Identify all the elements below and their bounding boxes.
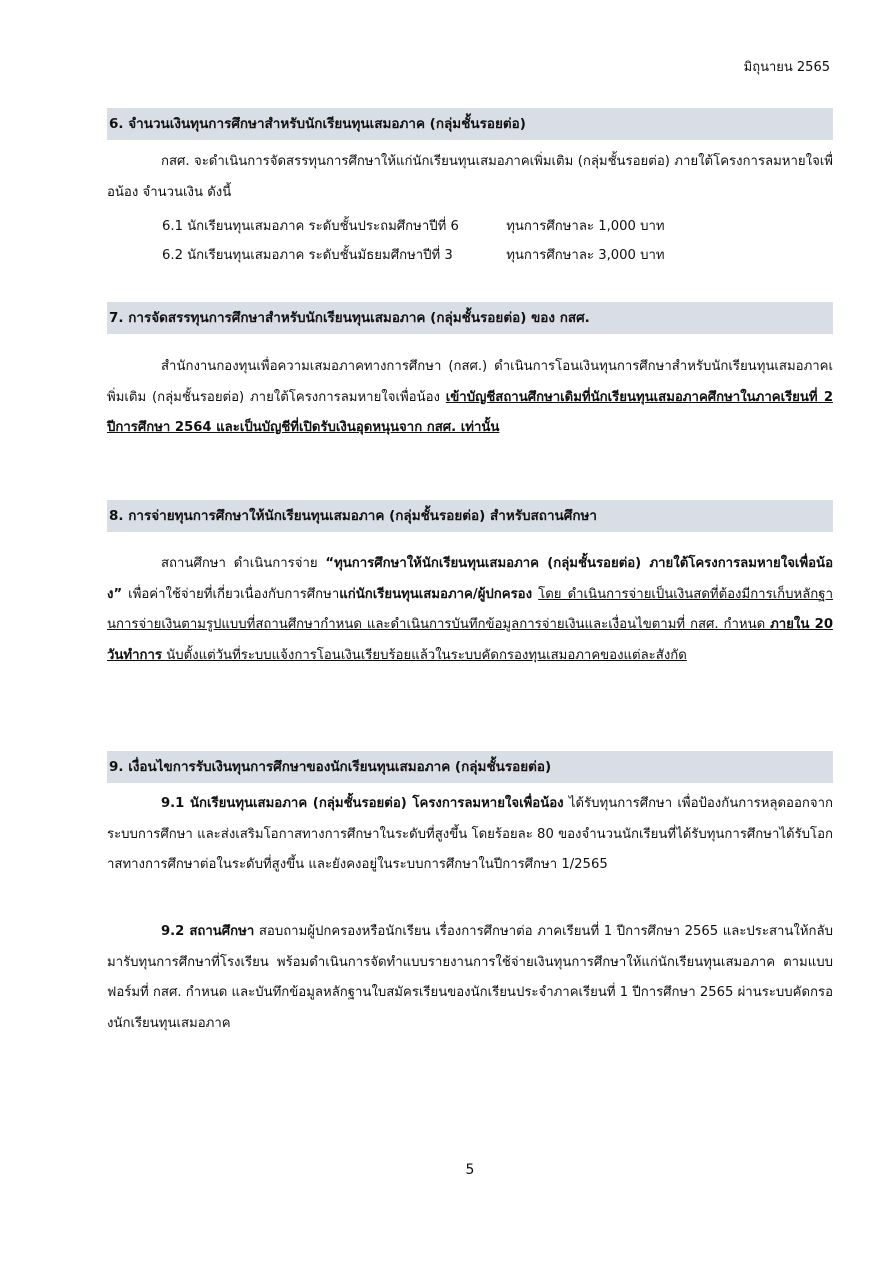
section-8-heading: 8. การจ่ายทุนการศึกษาให้นักเรียนทุนเสมอภาค (กลุ่มชั้นรอยต่อ) สำหรับสถานศึกษา — [107, 500, 833, 532]
section-6-item-1 — [162, 217, 665, 237]
s9-1-text: ได้รับทุนการศึกษา เพื่อป้องกันการหลุดออกจากระบบการศึกษา และส่งเสริมโอกาสทางการศึกษาในระดับที่สูงขึ้น โดยร้อยละ 80 ของจำนวนนักเรียนที่ได้รับทุนการศึกษาได้รับโอกาสทางการศึกษาต่อในระดับที่สูงขึ้น และยังคงอยู่ในระบบการศึกษาในปีการศึกษา 1/2565 — [107, 796, 834, 872]
section-7-emphasis: เข้าบัญชีสถานศึกษาเดิมที่นักเรียนทุนเสมอภาคศึกษาในภาคเรียนที่ 2 ปีการศึกษา 2564 และเป็นบัญชีที่เปิดรับเงินอุดหนุนจาก กสศ. เท่านั้น — [107, 389, 833, 435]
s9-2-text: สอบถามผู้ปกครองหรือนักเรียน เรื่องการศึกษาต่อ ภาคเรียนที่ 1 ปีการศึกษา 2565 และประสานให้กลับมารับทุนการศึกษาที่โรงเรียน พร้อมดำเนินการจัดทำแบบรายงานการใช้จ่ายเงินทุนการศึกษาให้แก่นักเรียนทุนเสมอภาค ตามแบบฟอร์มที่ กสศ. กำหนด และบันทึกข้อมูลหลักฐานใบสมัครเรียนของนักเรียนประจำภาคเรียนที่ 1 ปีการศึกษา 2565 ผ่านระบบคัดกรองนักเรียนทุนเสมอภาค — [107, 924, 834, 1031]
s9-2-title: 9.2 สถานศึกษา — [161, 924, 255, 939]
s8-part-3: เพื่อค่าใช้จ่ายที่เกี่ยวเนื่องกับการศึกษา — [122, 586, 340, 602]
section-6-heading: 6. จำนวนเงินทุนการศึกษาสำหรับนักเรียนทุนเสมอภาค (กลุ่มชั้นรอยต่อ) — [107, 108, 833, 140]
section-7-paragraph — [107, 352, 833, 444]
section-9-2-paragraph — [107, 917, 833, 1039]
item-1-level: 6.1 นักเรียนทุนเสมอภาค ระดับชั้นประถมศึกษาปีที่ 6 — [162, 219, 459, 234]
s8-part-2: “ทุนการศึกษาให้นักเรียนทุนเสมอภาค (กลุ่มชั้นรอยต่อ) ภายใต้โครงการลมหายใจเพื่อน้อง” — [107, 556, 833, 602]
s8-part-4: แก่นักเรียนทุนเสมอภาค/ผู้ปกครอง — [339, 586, 533, 602]
page-date: มิถุนายน 2565 — [743, 60, 830, 75]
section-7-text: สำนักงานกองทุนเพื่อความเสมอภาคทางการศึกษา (กสศ.) ดำเนินการโอนเงินทุนการศึกษาสำหรับนักเรียนทุนเสมอภาคเพิ่มเติม (กลุ่มชั้นรอยต่อ) ภายใต้โครงการลมหายใจเพื่อน้อง — [107, 359, 833, 405]
section-8-paragraph — [107, 549, 833, 671]
item-1-amount: ทุนการศึกษาละ 1,000 บาท — [506, 219, 665, 234]
section-9-1-paragraph — [107, 789, 833, 881]
s8-part-6: โดย ดำเนินการจ่ายเป็นเงินสดที่ต้องมีการเก็บหลักฐานการจ่ายเงินตามรูปแบบที่สถานศึกษากำหนด และดำเนินการบันทึกข้อมูลการจ่ายเงินและเงื่อนไขตามที่ กสศ. กำหนด — [107, 586, 833, 632]
section-7-heading: 7. การจัดสรรทุนการศึกษาสำหรับนักเรียนทุนเสมอภาค (กลุ่มชั้นรอยต่อ) ของ กสศ. — [107, 302, 833, 334]
section-9-heading: 9. เงื่อนไขการรับเงินทุนการศึกษาของนักเรียนทุนเสมอภาค (กลุ่มชั้นรอยต่อ) — [107, 751, 833, 783]
s8-part-7: ภายใน 20 วันทำการ — [107, 617, 833, 663]
s9-1-title: 9.1 นักเรียนทุนเสมอภาค (กลุ่มชั้นรอยต่อ) โครงการลมหายใจเพื่อน้อง — [161, 796, 564, 811]
item-2-amount: ทุนการศึกษาละ 3,000 บาท — [506, 248, 665, 263]
section-6-intro: กสศ. จะดำเนินการจัดสรรทุนการศึกษาให้แก่นักเรียนทุนเสมอภาคเพิ่มเติม (กลุ่มชั้นรอยต่อ) ภายใต้โครงการลมหายใจเพื่อน้อง จำนวนเงิน ดังนี้ — [107, 154, 833, 200]
s8-part-1: สถานศึกษา ดำเนินการจ่าย — [161, 556, 326, 571]
section-6-item-2 — [162, 246, 665, 266]
item-2-level: 6.2 นักเรียนทุนเสมอภาค ระดับชั้นมัธยมศึกษาปีที่ 3 — [162, 248, 453, 263]
page-number: 5 — [465, 1162, 475, 1178]
s8-part-8: นับตั้งแต่วันที่ระบบแจ้งการโอนเงินเรียบร้อยแล้วในระบบคัดกรองทุนเสมอภาคของแต่ละสังกัด — [162, 647, 687, 663]
